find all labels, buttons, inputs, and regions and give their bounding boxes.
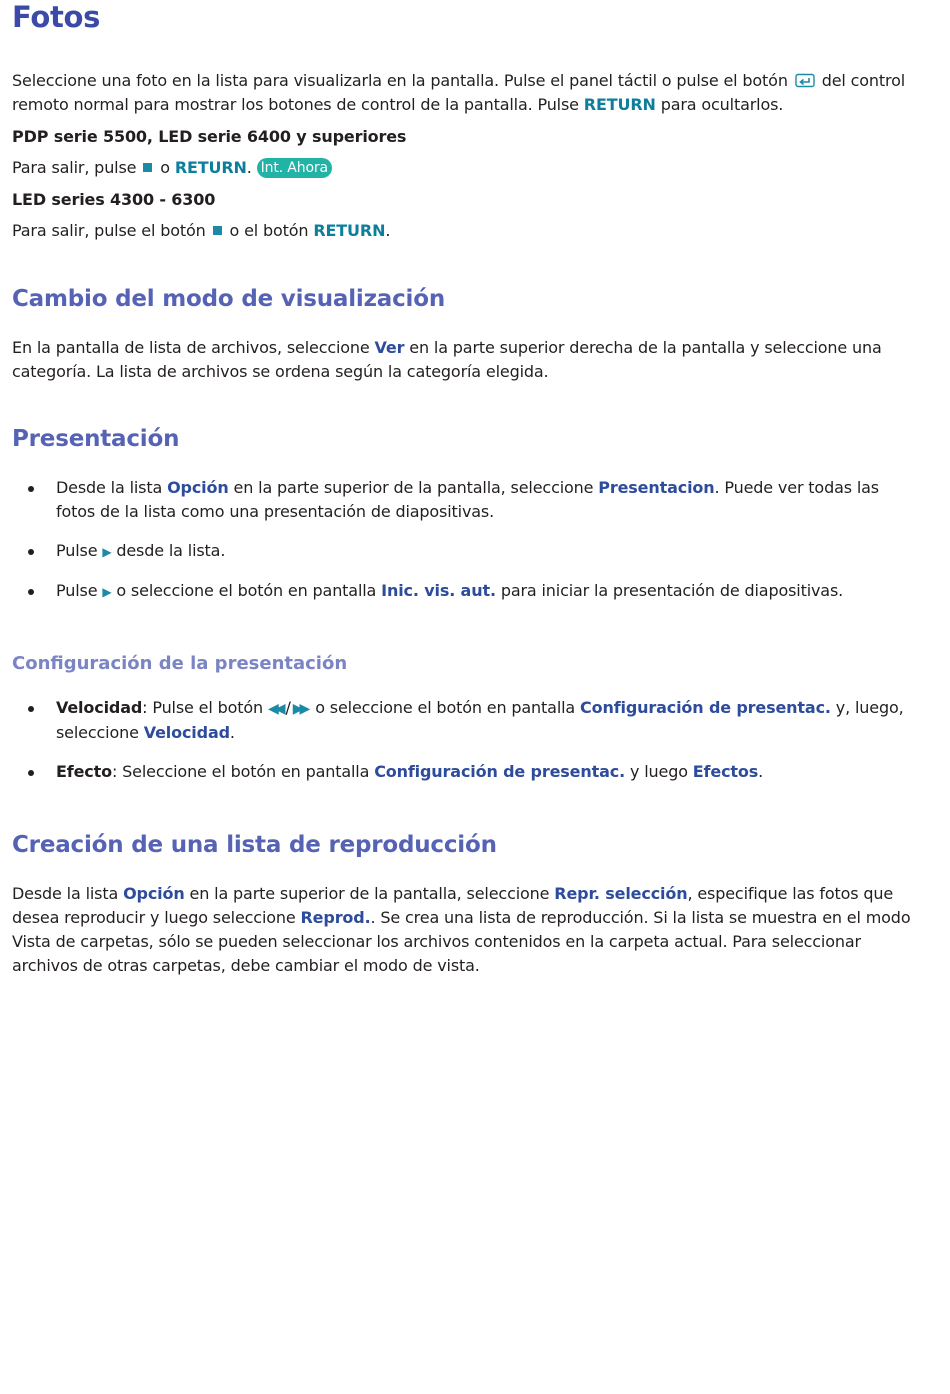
stop-icon xyxy=(143,163,152,172)
pdp-exit-paragraph xyxy=(12,156,912,180)
pdp-text-2: o xyxy=(160,158,170,177)
bullet-icon xyxy=(28,589,34,595)
ver-keyword: Ver xyxy=(374,338,405,357)
creacion-paragraph xyxy=(12,882,912,978)
rewind-icon: ◀◀ xyxy=(267,701,282,717)
intro-paragraph xyxy=(12,69,912,117)
item-text: y, luego, seleccione xyxy=(56,698,904,742)
creacion-text-3: , especifique las fotos que desea reproducir y luego seleccione xyxy=(12,884,894,927)
config-list xyxy=(12,696,912,784)
list-item xyxy=(12,539,912,564)
list-item xyxy=(12,760,912,784)
led-heading: LED series 4300 - 6300 xyxy=(12,190,216,209)
presentacion-keyword: Presentacion xyxy=(598,478,715,497)
creacion-text-1: Desde la lista xyxy=(12,884,119,903)
item-text: o seleccione el botón en pantalla xyxy=(315,698,576,717)
return-keyword: RETURN xyxy=(583,95,656,114)
bullet-icon xyxy=(28,770,34,776)
period: . xyxy=(385,221,391,240)
section-heading-cambio: Cambio del modo de visualización xyxy=(12,286,446,312)
opcion-keyword: Opción xyxy=(167,478,229,497)
item-text: para iniciar la presentación de diapositivas. xyxy=(500,581,844,600)
slash: / xyxy=(285,698,291,717)
fast-forward-icon: ▶▶ xyxy=(292,701,307,717)
cambio-text-2: en la parte superior derecha de la pantalla y seleccione una categoría. La lista de archivos se ordena según la categoría elegida. xyxy=(12,338,882,381)
item-text: : Pulse el botón xyxy=(142,698,263,717)
repr-seleccion-keyword: Repr. selección xyxy=(554,884,688,903)
section-heading-presentacion: Presentación xyxy=(12,426,180,452)
item-text: : Seleccione el botón en pantalla xyxy=(111,762,370,781)
led-text-1: Para salir, pulse el botón xyxy=(12,221,206,240)
list-item xyxy=(12,476,912,524)
list-item xyxy=(12,579,912,604)
page-title: Fotos xyxy=(12,0,101,34)
bullet-icon xyxy=(28,706,34,712)
period: . xyxy=(758,762,764,781)
pdp-heading: PDP serie 5500, LED serie 6400 y superiores xyxy=(12,127,407,146)
return-keyword: RETURN xyxy=(174,158,247,177)
item-text: Pulse xyxy=(56,541,98,560)
presentacion-list xyxy=(12,476,912,604)
item-text: . Puede ver todas las fotos de la lista como una presentación de diapositivas. xyxy=(56,478,879,521)
velocidad-keyword: Velocidad xyxy=(143,723,230,742)
efecto-label: Efecto xyxy=(56,762,112,781)
period: . xyxy=(229,723,235,742)
velocidad-label: Velocidad xyxy=(56,698,143,717)
led-text-2: o el botón xyxy=(229,221,309,240)
item-text: y luego xyxy=(629,762,688,781)
intro-text-2: del control remoto normal para mostrar los botones de control de la pantalla. Pulse xyxy=(12,71,906,114)
opcion-keyword: Opción xyxy=(123,884,185,903)
enter-icon xyxy=(795,73,815,88)
led-exit-paragraph xyxy=(12,219,912,243)
intro-text-1: Seleccione una foto en la lista para visualizarla en la pantalla. Pulse el panel táctil o pulse el botón xyxy=(12,71,788,90)
section-heading-creacion: Creación de una lista de reproducción xyxy=(12,832,497,858)
bullet-icon xyxy=(28,549,34,555)
return-keyword: RETURN xyxy=(313,221,386,240)
item-text: o seleccione el botón en pantalla xyxy=(116,581,377,600)
config-presentac-keyword: Configuración de presentac. xyxy=(580,698,831,717)
bullet-icon xyxy=(28,486,34,492)
inic-vis-aut-keyword: Inic. vis. aut. xyxy=(381,581,496,600)
play-icon: ▶ xyxy=(102,545,112,559)
play-icon: ▶ xyxy=(102,585,112,599)
item-text: Pulse xyxy=(56,581,98,600)
list-item xyxy=(12,696,912,745)
section-heading-config: Configuración de la presentación xyxy=(12,653,348,674)
cambio-paragraph xyxy=(12,336,912,384)
stop-icon xyxy=(213,226,222,235)
intro-text-3: para ocultarlos. xyxy=(660,95,784,114)
item-text: en la parte superior de la pantalla, seleccione xyxy=(233,478,594,497)
item-text: Desde la lista xyxy=(56,478,163,497)
efectos-keyword: Efectos xyxy=(692,762,759,781)
creacion-text-2: en la parte superior de la pantalla, seleccione xyxy=(189,884,550,903)
creacion-text-4: . Se crea una lista de reproducción. Si la lista se muestra en el modo Vista de carpetas, sólo se pueden seleccionar los archivos contenidos en la carpeta actual. Para seleccionar archivos de otras carpetas, debe cambiar el modo de vista. xyxy=(12,908,911,975)
config-presentac-keyword: Configuración de presentac. xyxy=(374,762,626,781)
cambio-text-1: En la pantalla de lista de archivos, seleccione xyxy=(12,338,370,357)
pdp-text-1: Para salir, pulse xyxy=(12,158,137,177)
try-now-button[interactable]: Int. Ahora xyxy=(257,158,332,178)
period: . xyxy=(246,158,252,177)
reprod-keyword: Reprod. xyxy=(300,908,371,927)
item-text: desde la lista. xyxy=(116,541,226,560)
